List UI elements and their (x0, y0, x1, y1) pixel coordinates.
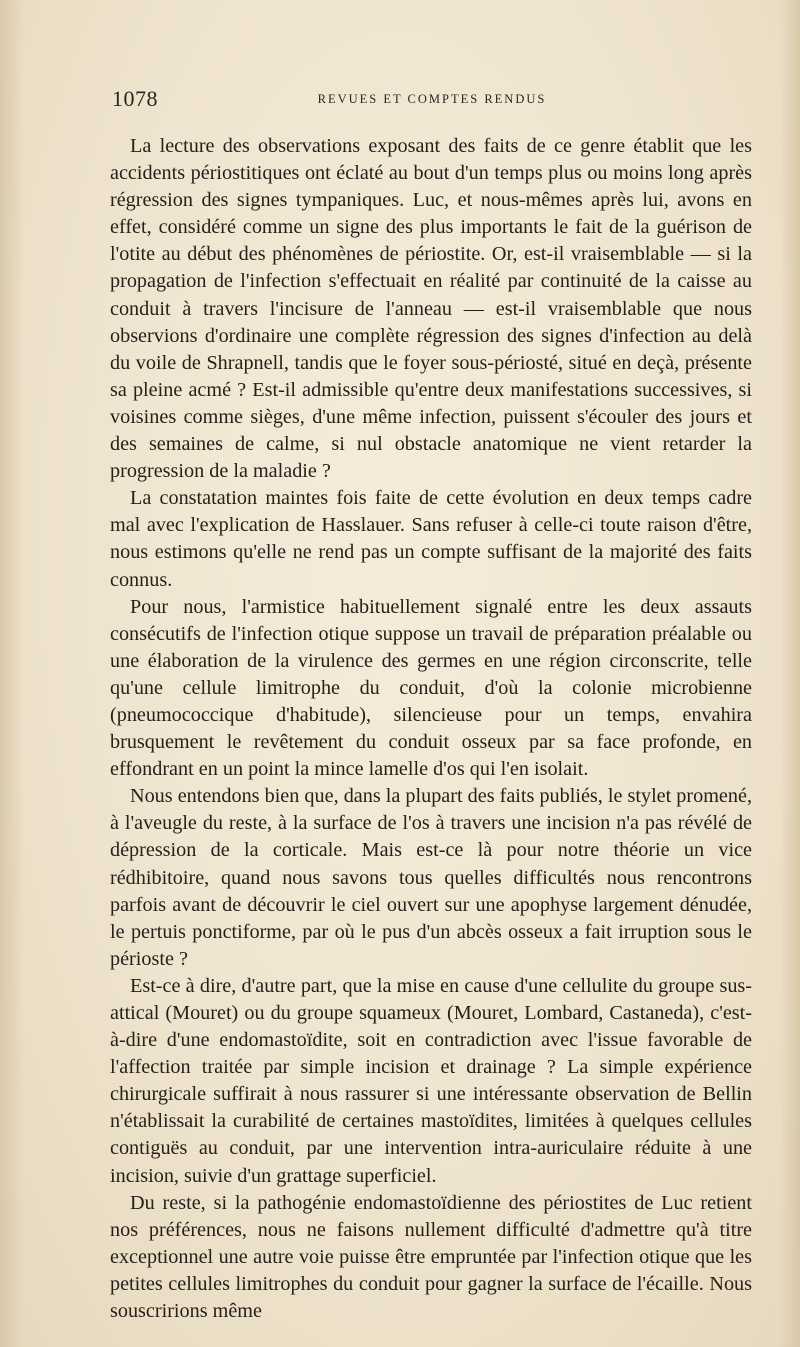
paragraph: La lecture des observations exposant des faits de ce genre établit que les accidents périostitiques ont éclaté au bout d'un temps plus ou moins long après régression des signes tympaniques. Luc, et nous-mêmes après lui, avons en effet, considéré comme un signe des plus importants le fait de la guérison de l'otite au début des phénomènes de périostite. Or, est-il vraisemblable — si la propagation de l'infection s'effectuait en réalité par continuité de la caisse au conduit à travers l'incisure de l'anneau — est-il vraisemblable que nous observions d'ordinaire une complète régression des signes d'infection au delà du voile de Shrapnell, tandis que le foyer sous-périosté, situé en deçà, présente sa pleine acmé ? Est-il admissible qu'entre deux manifestations successives, si voisines comme sièges, d'une même infection, puissent s'écouler des jours et des semaines de calme, si nul obstacle anatomique ne vient retarder la progression de la maladie ? (110, 135, 752, 483)
page-number: 1078 (112, 86, 158, 111)
body-text (110, 133, 752, 1325)
paragraph: Nous entendons bien que, dans la plupart des faits publiés, le stylet promené, à l'aveugle du reste, à la surface de l'os à travers une incision n'a pas révélé de dépression de la corticale. Mais est-ce là pour notre théorie un vice rédhibitoire, quand nous savons tous quelles difficultés nous rencontrons parfois avant de découvrir le ciel ouvert sur une apophyse largement dénudée, le pertuis ponctiforme, par où le pus d'un abcès osseux a fait irruption sous le périoste ? (110, 785, 752, 970)
page-edge-shadow (780, 0, 800, 1347)
paragraph: Du reste, si la pathogénie endomastoïdienne des périostites de Luc retient nos préférences, nous ne faisons nullement difficulté d'admettre qu'à titre exceptionnel une autre voie puisse être empruntée par l'infection otique que les petites cellules limitrophes du conduit pour gagner la surface de l'écaille. Nous souscririons même (110, 1191, 752, 1323)
page-header (112, 86, 752, 116)
paragraph: La constatation maintes fois faite de cette évolution en deux temps cadre mal avec l'explication de Hasslauer. Sans refuser à celle-ci toute raison d'être, nous estimons qu'elle ne rend pas un compte suffisant de la majorité des faits connus. (110, 487, 752, 591)
paragraph: Pour nous, l'armistice habituellement signalé entre les deux assauts consécutifs de l'infection otique suppose un travail de préparation préalable ou une élaboration de la virulence des germes en une région circonscrite, telle qu'une cellule limitrophe du conduit, d'où la colonie microbienne (pneumococcique d'habitude), silencieuse pour un temps, envahira brusquement le revêtement du conduit osseux par sa face profonde, en effondrant en un point la mince lamelle d'os qui l'en isolait. (110, 595, 752, 781)
running-title: REVUES ET COMPTES RENDUS (317, 92, 547, 106)
page-gutter-shadow (0, 0, 24, 1347)
paragraph: Est-ce à dire, d'autre part, que la mise en cause d'une cellulite du groupe sus-attical (Mouret) ou du groupe squameux (Mouret, Lombard, Castaneda), c'est-à-dire d'une endomastoïdite, soit en contradiction avec l'issue favorable de l'affection traitée par simple incision et drainage ? La simple expérience chirurgicale suffirait à nous rassurer si une intéressante observation de Bellin n'établissait la curabilité de certaines mastoïdites, limitées à quelques cellules contiguës au conduit, par une intervention intra-auriculaire réduite à une incision, suivie d'un grattage superficiel. (110, 974, 752, 1187)
